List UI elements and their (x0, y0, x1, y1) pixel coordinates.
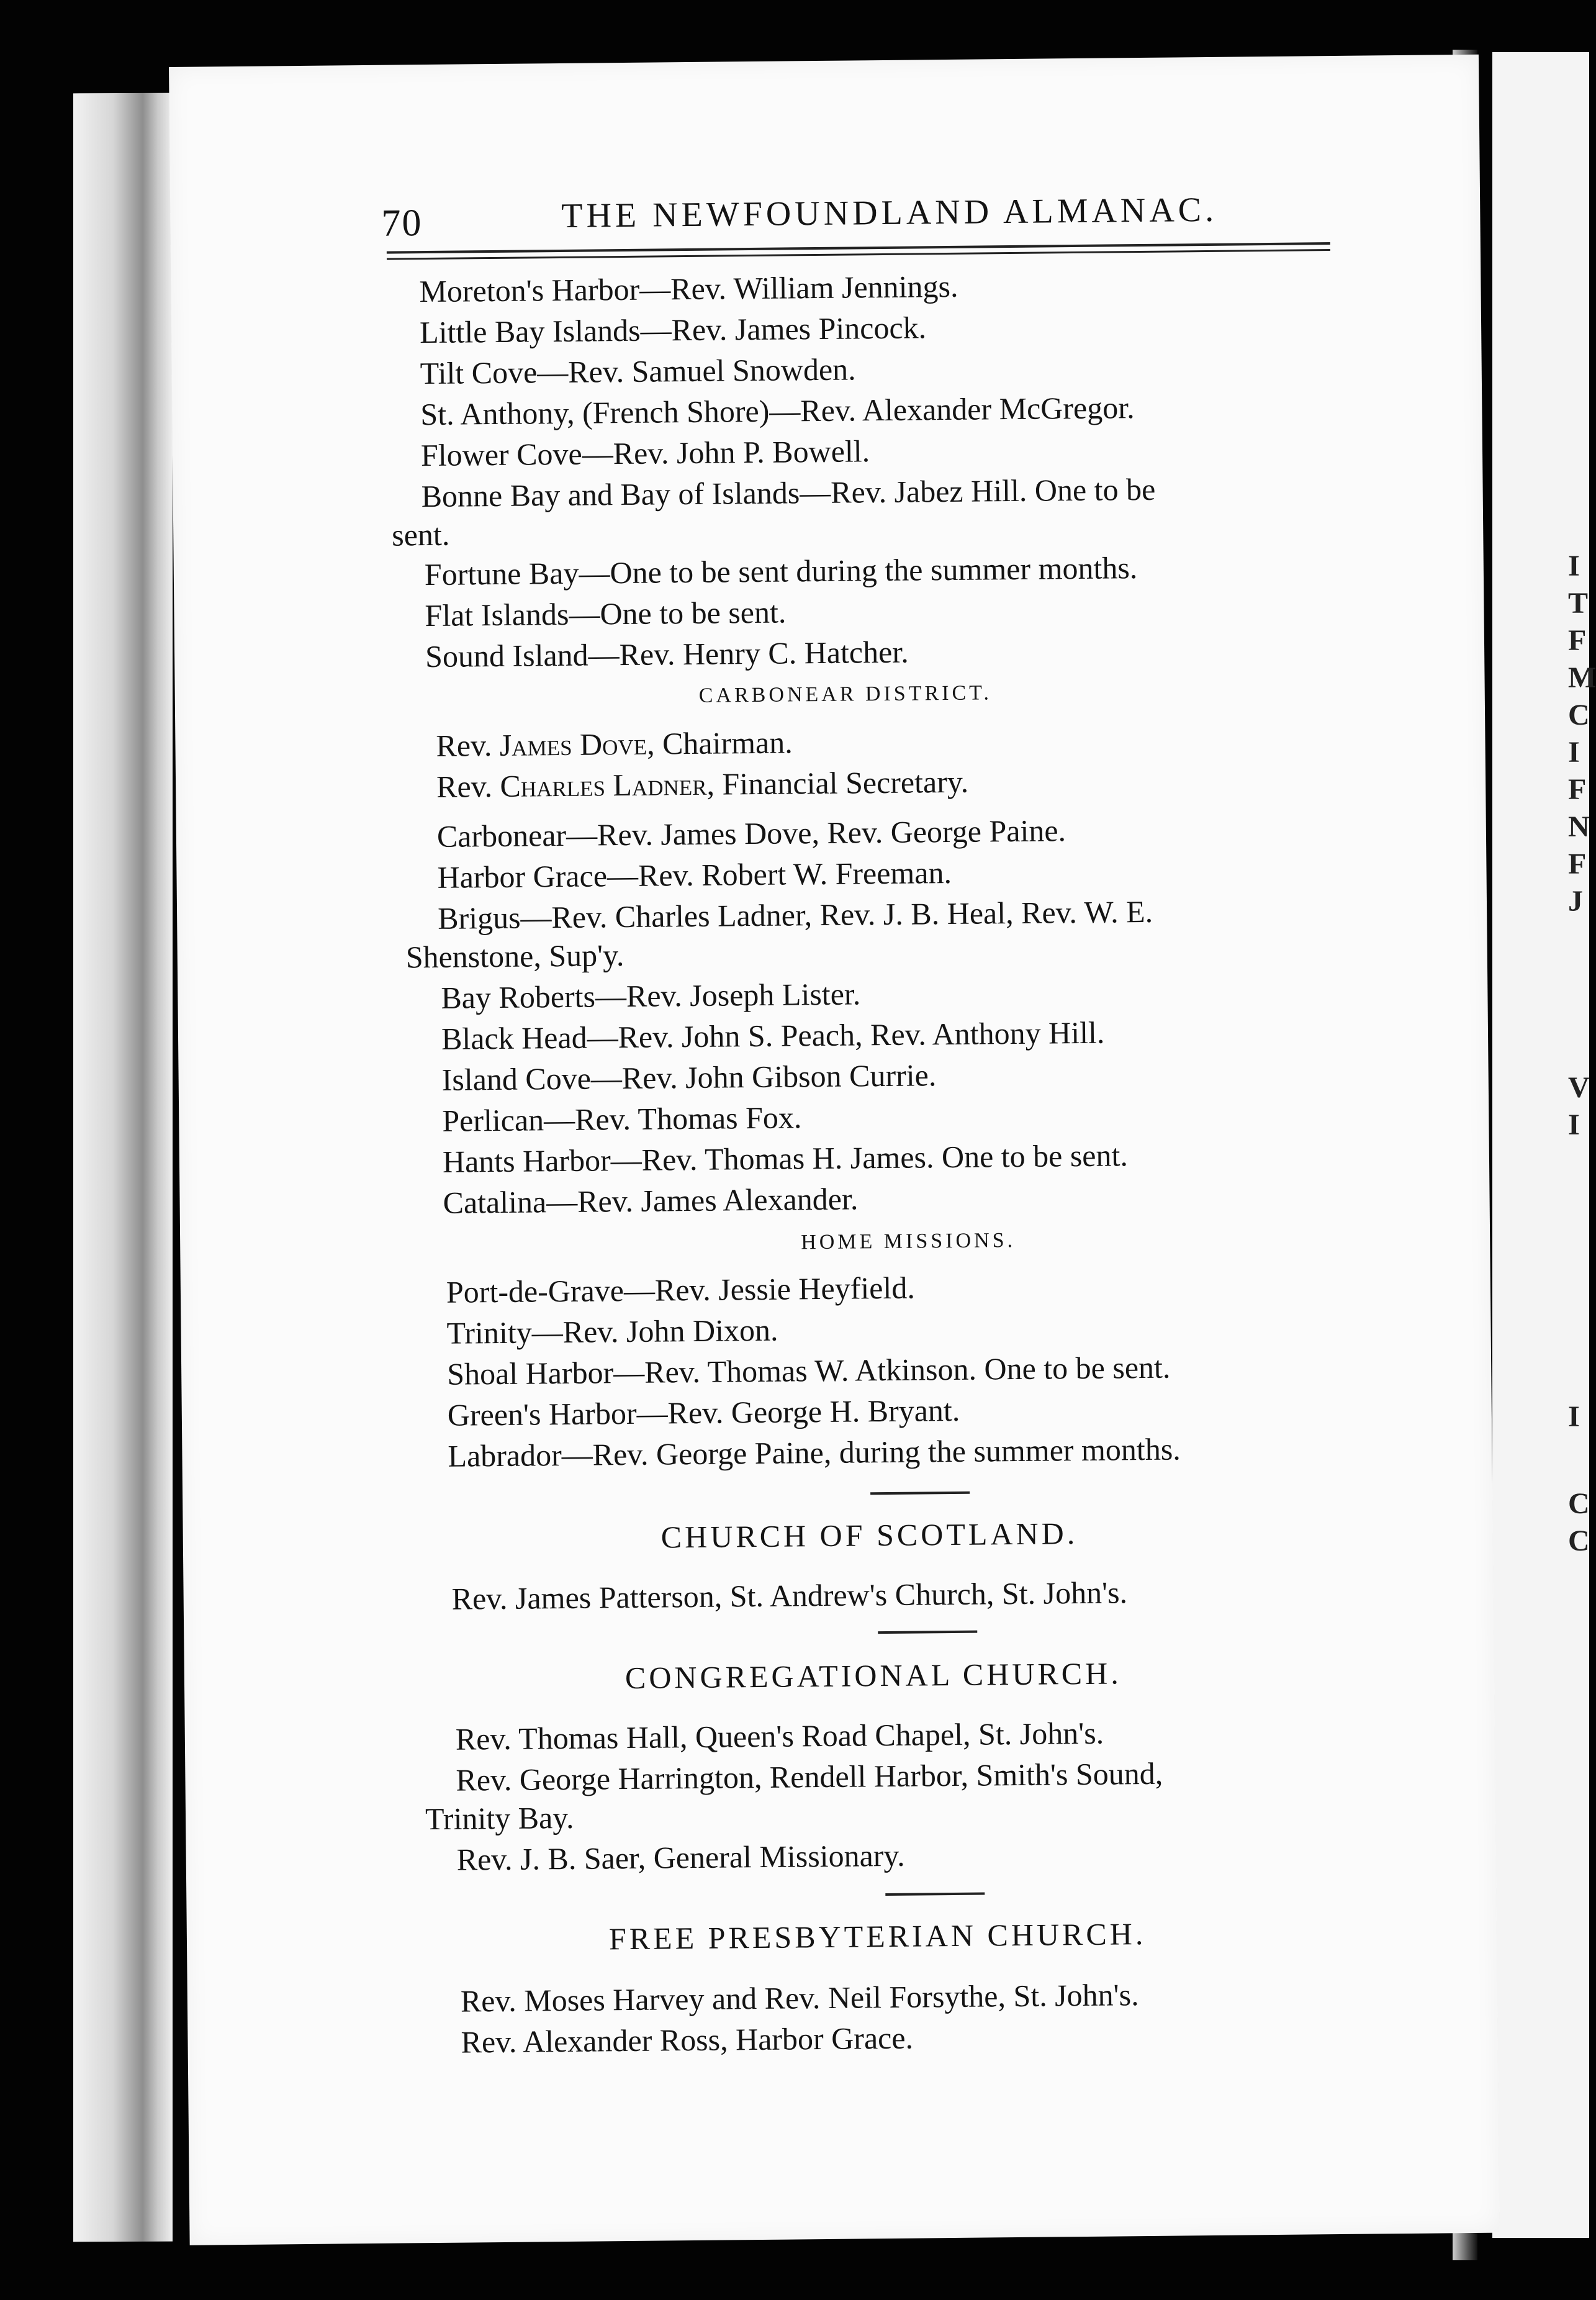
text-line: Moreton's Harbor—Rev. William Jennings. (419, 268, 958, 309)
church-of-scotland-heading: CHURCH OF SCOTLAND. (660, 1516, 1078, 1555)
facing-page-fragment: M (1568, 661, 1596, 694)
book-page (169, 55, 1500, 2245)
facing-page-fragment: J (1568, 885, 1583, 918)
text-line: Sound Island—Rev. Henry C. Hatcher. (425, 634, 909, 674)
facing-page-fragment: F (1568, 624, 1587, 657)
text-line: Bay Roberts—Rev. Joseph Lister. (441, 976, 861, 1015)
text-line: Port-de-Grave—Rev. Jessie Heyfield. (446, 1270, 916, 1310)
facing-page-fragment: I (1568, 736, 1580, 769)
text-line: Perlican—Rev. Thomas Fox. (442, 1100, 802, 1138)
facing-page-fragment: I (1568, 1400, 1580, 1433)
officer-role: , Chairman. (646, 725, 793, 761)
text-line: Little Bay Islands—Rev. James Pincock. (419, 310, 927, 350)
facing-page-fragment: F (1568, 773, 1587, 806)
text-line: Catalina—Rev. James Alexander. (443, 1181, 859, 1220)
text-line: Brigus—Rev. Charles Ladner, Rev. J. B. Heal, Rev. W. E. (437, 894, 1153, 936)
text-line: Trinity Bay. (425, 1800, 574, 1837)
text-line: Harbor Grace—Rev. Robert W. Freeman. (437, 854, 952, 895)
text-line: Flower Cove—Rev. John P. Bowell. (420, 433, 870, 473)
officer-name: Charles Ladner (500, 766, 707, 804)
page-number: 70 (381, 202, 423, 245)
section-divider (878, 1631, 977, 1634)
text-line: Trinity—Rev. John Dixon. (446, 1312, 778, 1351)
text-line: Tilt Cove—Rev. Samuel Snowden. (420, 351, 856, 391)
text-line: Shoal Harbor—Rev. Thomas W. Atkinson. One to be sent. (446, 1349, 1171, 1392)
book-edge (73, 93, 173, 2242)
running-head: THE NEWFOUNDLAND ALMANAC. (561, 190, 1218, 235)
facing-page-fragment: N (1568, 810, 1590, 843)
facing-page (1492, 52, 1596, 2238)
text-line: Labrador—Rev. George Paine, during the summer months. (448, 1431, 1181, 1474)
text-line: Green's Harbor—Rev. George H. Bryant. (447, 1392, 960, 1433)
section-divider (870, 1492, 970, 1495)
facing-page-fragment: T (1568, 587, 1589, 620)
facing-page-fragment: C (1568, 1487, 1590, 1520)
congregational-church-heading: CONGREGATIONAL CHURCH. (624, 1655, 1122, 1696)
home-missions-heading: HOME MISSIONS. (801, 1228, 1016, 1254)
text-line: Fortune Bay—One to be sent during the summer months. (424, 550, 1138, 592)
section-divider (885, 1893, 985, 1896)
text-line: Rev. George Harrington, Rendell Harbor, Smith's Sound, (456, 1755, 1163, 1798)
text-line: Hants Harbor—Rev. Thomas H. James. One to be sent. (442, 1138, 1129, 1179)
text-line: Carbonear—Rev. James Dove, Rev. George Paine. (436, 813, 1066, 854)
text-line: Island Cove—Rev. John Gibson Currie. (441, 1057, 937, 1097)
text-line: St. Anthony, (French Shore)—Rev. Alexander McGregor. (420, 390, 1135, 432)
text-line: Rev. J. B. Saer, General Missionary. (456, 1837, 905, 1877)
text-line: sent. (391, 517, 450, 553)
text-line: Shenstone, Sup'y. (405, 938, 624, 975)
header-rule (387, 242, 1330, 260)
text-line: Flat Islands—One to be sent. (425, 594, 787, 633)
officer-line (436, 763, 969, 806)
officer-name: James Dove (499, 726, 647, 763)
text-line: Bonne Bay and Bay of Islands—Rev. Jabez Hill. One to be (421, 471, 1156, 514)
officer-line (436, 723, 793, 765)
facing-page-fragment: I (1568, 1108, 1580, 1141)
text-line: Rev. Moses Harvey and Rev. Neil Forsythe, St. John's. (460, 1977, 1139, 2019)
free-presbyterian-church-heading: FREE PRESBYTERIAN CHURCH. (608, 1916, 1147, 1957)
facing-page-fragment: C (1568, 699, 1590, 731)
facing-page-fragment: I (1568, 550, 1580, 582)
text-line: Rev. Thomas Hall, Queen's Road Chapel, St. John's. (455, 1715, 1104, 1757)
text-line: Rev. James Patterson, St. Andrew's Church, St. John's. (451, 1575, 1128, 1616)
facing-page-fragment: V (1568, 1071, 1590, 1104)
facing-page-fragment: F (1568, 848, 1587, 881)
text-line: Black Head—Rev. John S. Peach, Rev. Anthony Hill. (441, 1015, 1105, 1056)
text-line: Rev. Alexander Ross, Harbor Grace. (461, 2020, 914, 2060)
officer-prefix: Rev. (436, 727, 500, 763)
officer-prefix: Rev. (436, 768, 500, 804)
officer-role: , Financial Secretary. (706, 764, 969, 802)
facing-page-fragment: C (1568, 1524, 1590, 1557)
carbonear-district-heading: CARBONEAR DISTRICT. (698, 681, 993, 707)
